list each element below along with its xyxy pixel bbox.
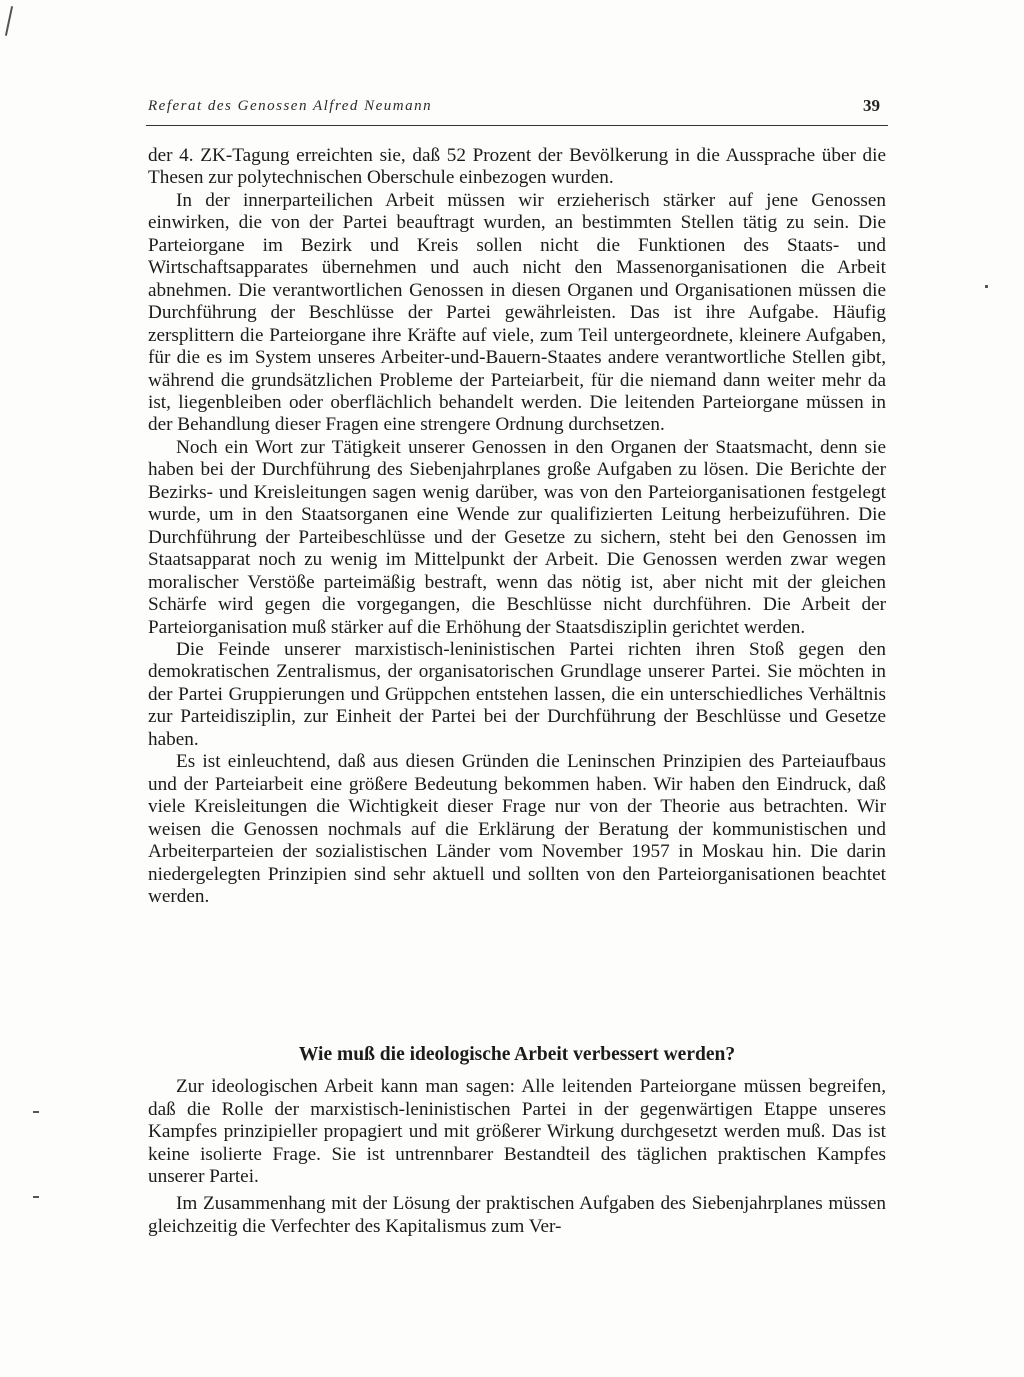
section-heading: Wie muß die ideologische Arbeit verbessert werden?: [298, 1044, 736, 1065]
section-paragraph-1: Zur ideologischen Arbeit kann man sagen: Alle leitenden Parteiorgane müssen begreifen, daß die Rolle der marxistisch-leninistischen Partei in der gegenwärtigen Etappe unseres Kampfes prinzipieller propagiert und mit größerer Wirkung durchgesetzt werden muß. Das ist keine isolierte Frage. Sie ist untrennbarer Bestandteil des täglichen praktischen Kampfes unserer Partei.: [148, 1076, 886, 1188]
scan-mark-left-2: [33, 1196, 39, 1198]
page-number: 39: [863, 96, 880, 115]
header-rule: [146, 125, 888, 126]
paragraph-2: In der innerparteilichen Arbeit müssen wir erzieherisch stärker auf jene Genossen einwirken, die von der Partei beauftragt wurden, an bestimmten Stellen tätig zu sein. Die Parteiorgane im Bezirk und Kreis sollen nicht die Funktionen des Staats- und Wirtschaftsapparates übernehmen und auch nicht den Massenorganisationen die Arbeit abnehmen. Die verantwortlichen Genossen in diesen Organen und Organisationen müssen die Durchführung der Beschlüsse der Partei gewährleisten. Das ist ihre Aufgabe. Häufig zersplittern die Parteiorgane ihre Kräfte auf viele, zum Teil untergeordnete, kleinere Aufgaben, für die es im System unseres Arbeiter-und-Bauern-Staates andere verantwortliche Stellen gibt, während die grundsätzlichen Probleme der Parteiarbeit, für die niemand dann weiter mehr da ist, liegenbleiben oder oberflächlich behandelt werden. Die leitenden Parteiorgane müssen in der Behandlung dieser Fragen eine strengere Ordnung durchsetzen.: [148, 189, 886, 436]
paragraph-1: der 4. ZK-Tagung erreichten sie, daß 52 Prozent der Bevölkerung in die Aussprache über die Thesen zur polytechnischen Oberschule einbezogen wurden.: [148, 145, 886, 189]
paragraph-4: Die Feinde unserer marxistisch-leninistischen Partei richten ihren Stoß gegen den demokratischen Zentralismus, der organisatorischen Grundlage unserer Partei. Sie möchten in der Partei Gruppierungen und Grüppchen entstehen lassen, die ein unterschiedliches Verhältnis zur Parteidisziplin, zur Einheit der Partei bei der Durchführung der Beschlüsse und Gesetze haben.: [148, 638, 886, 750]
paragraph-5: Es ist einleuchtend, daß aus diesen Gründen die Leninschen Prinzipien des Parteiaufbaus und der Parteiarbeit eine größere Bedeutung bekommen haben. Wir haben den Eindruck, daß viele Kreisleitungen die Wichtigkeit dieser Frage nur von der Theorie aus betrachten. Wir weisen die Genossen nochmals auf die Erklärung der Beratung der kommunistischen und Arbeiterparteien der sozialistischen Länder vom November 1957 in Moskau hin. Die darin niedergelegten Prinzipien sind sehr aktuell und sollten von den Parteiorganisationen beachtet werden.: [148, 751, 886, 907]
scan-mark-right: [985, 285, 988, 288]
page-header: [148, 98, 886, 122]
section-body-text: [148, 1076, 886, 1238]
scan-mark-left-1: [33, 1111, 39, 1113]
running-title: Referat des Genossen Alfred Neumann: [148, 98, 433, 114]
body-text: [148, 145, 886, 908]
scan-mark-top-left: [5, 6, 13, 36]
section-paragraph-2: Im Zusammenhang mit der Lösung der praktischen Aufgaben des Siebenjahrplanes müssen gleichzeitig die Verfechter des Kapitalismus zum Ver-: [148, 1192, 886, 1237]
paragraph-3: Noch ein Wort zur Tätigkeit unserer Genossen in den Organen der Staatsmacht, denn sie haben bei der Durchführung des Siebenjahrplanes große Aufgaben zu lösen. Die Berichte der Bezirks- und Kreisleitungen sagen wenig darüber, was von den Parteiorganisationen festgelegt wurde, um in den Staatsorganen eine Wende zur qualifizierten Leitung herbeizuführen. Die Durchführung der Parteibeschlüsse und der Gesetze zu sichern, steht bei den Genossen im Staatsapparat noch zu wenig im Mittelpunkt der Arbeit. Die Genossen werden zwar wegen moralischer Verstöße parteimäßig bestraft, wenn das nötig ist, aber nicht mit der gleichen Schärfe wird gegen die vorgegangen, die Beschlüsse nicht durchführen. Die Arbeit der Parteiorganisation muß stärker auf die Erhöhung der Staatsdisziplin gerichtet werden.: [148, 436, 886, 638]
